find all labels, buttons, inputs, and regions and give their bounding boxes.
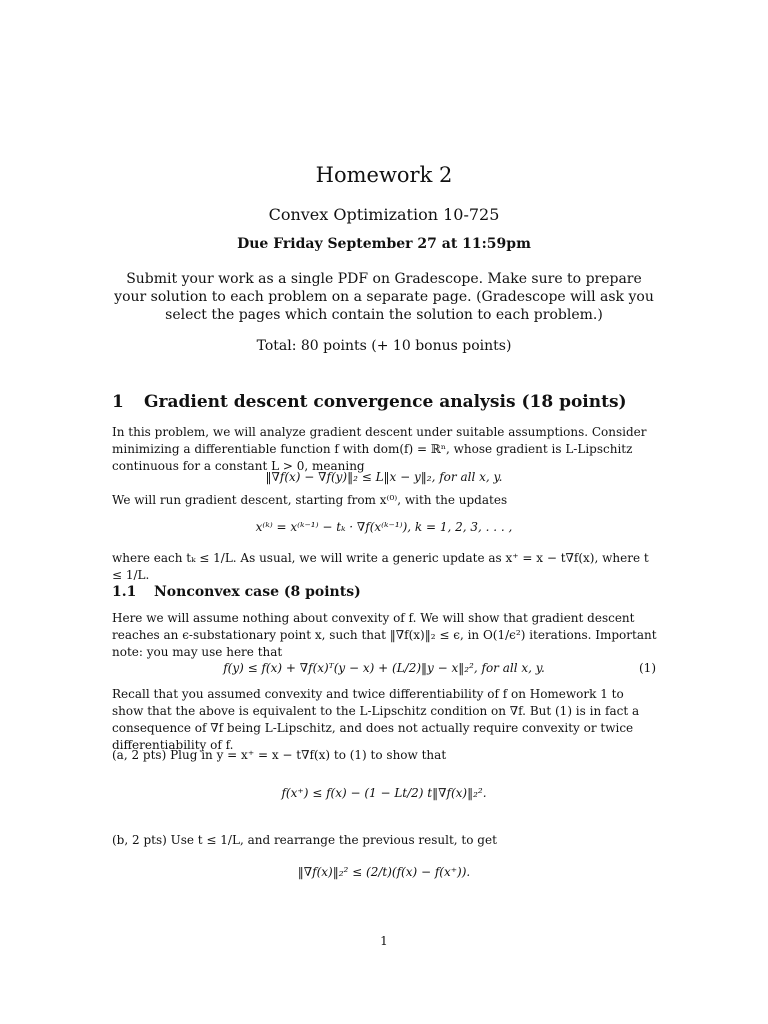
recall-paragraph: Recall that you assumed convexity and twice differentiability of f on Homework 1 to show that the above is equivalent to the L-Lipschitz condition on ∇f. But (1) is in fact a consequence of ∇f being L-Lipschitz, and does not actually require convexity or twice differentiability of f. [112,687,640,752]
section-number: 1 [112,392,124,412]
step-size-text: where each tₖ ≤ 1/L. As usual, we will write a generic update as x⁺ = x − t∇f(x), where t ≤ 1/L. [112,551,649,582]
equation-lipschitz: ‖∇f(x) − ∇f(y)‖₂ ≤ L‖x − y‖₂, for all x, y. [265,470,503,484]
equation-part-a: f(x⁺) ≤ f(x) − (1 − Lt/2) t‖∇f(x)‖₂². [281,786,487,800]
course-name: Convex Optimization 10-725 [268,205,500,224]
page-number: 1 [380,934,388,948]
submission-instructions: Submit your work as a single PDF on Gradescope. Make sure to prepare your solution to each problem on a separate page. (Gradescope will ask you select the pages which contain the solution to each problem.) [114,271,654,323]
equation-update: x⁽ᵏ⁾ = x⁽ᵏ⁻¹⁾ − tₖ · ∇f(x⁽ᵏ⁻¹⁾), k = 1, 2, 3, . . . , [255,520,513,534]
part-b-prompt: (b, 2 pts) Use t ≤ 1/L, and rearrange the previous result, to get [112,833,497,847]
equation-1-label: (1) [639,661,656,675]
total-points: Total: 80 points (+ 10 bonus points) [256,338,512,354]
subsection-1-1-heading [112,584,361,600]
section-1-intro: In this problem, we will analyze gradient descent under suitable assumptions. Consider minimizing a differentiable function f with dom(f) = ℝⁿ, whose gradient is L-Lipschitz continuous for a constant L > 0, meaning [112,425,647,473]
part-a-prompt: (a, 2 pts) Plug in y = x⁺ = x − t∇f(x) to (1) to show that [112,748,447,762]
equation-1: f(y) ≤ f(x) + ∇f(x)ᵀ(y − x) + (L/2)‖y − x‖₂², for all x, y. [223,661,545,675]
subsection-title: Nonconvex case (8 points) [154,584,361,600]
equation-part-b: ‖∇f(x)‖₂² ≤ (2/t)(f(x) − f(x⁺)). [297,865,471,879]
section-1-heading [112,392,627,412]
section-title: Gradient descent convergence analysis (18 points) [144,392,627,412]
due-date: Due Friday September 27 at 11:59pm [237,236,531,252]
subsection-intro: Here we will assume nothing about convexity of f. We will show that gradient descent reaches an ϵ-substationary point x, such that ‖∇f(x)‖₂ ≤ ϵ, in O(1/ϵ²) iterations. Important note: you may use here that [112,611,657,659]
document-title: Homework 2 [315,163,453,187]
run-gradient-text: We will run gradient descent, starting from x⁽⁰⁾, with the updates [112,493,508,507]
subsection-number: 1.1 [112,584,137,600]
